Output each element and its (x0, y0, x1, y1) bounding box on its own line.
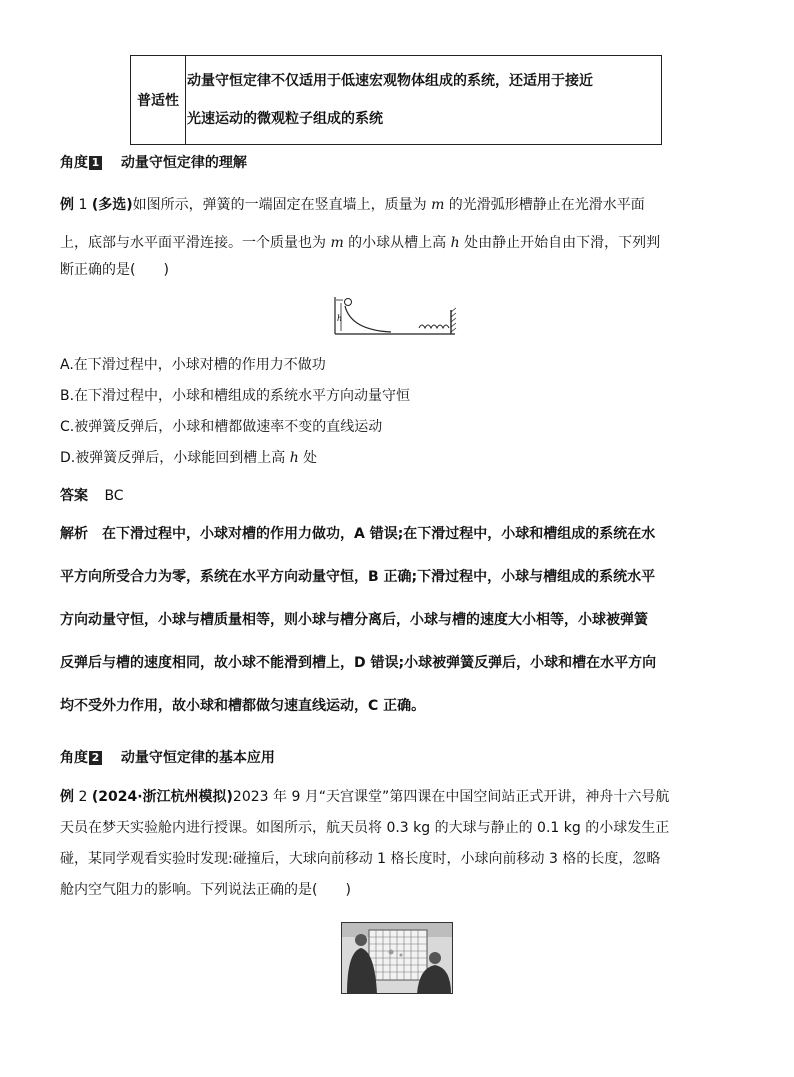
example-2-text-1: 2023 年 9 月“天宫课堂”第四课在中国空间站正式开讲，神舟十六号航 (232, 789, 670, 805)
figure-2-astronaut-photo (341, 922, 453, 994)
solution-text-1: 在下滑过程中，小球对槽的作用力做功，A 错误;在下滑过程中，小球和槽组成的系统在水 (102, 526, 656, 542)
example-2-source: (2024·浙江杭州模拟) (91, 789, 233, 805)
table-cell (187, 62, 655, 138)
ex1-text-e: 处由静止开始自由下滑，下列判 (459, 235, 661, 251)
option-d-var-h: h (289, 450, 299, 466)
angle-1-prefix: 角度 (60, 155, 88, 171)
example-2-line-4: 舱内空气阻力的影响。下列说法正确的是( ) (60, 882, 351, 898)
var-m: m (431, 197, 445, 213)
option-b: B.在下滑过程中，小球和槽组成的系统水平方向动量守恒 (60, 388, 411, 404)
example-1-label: 例 (60, 197, 74, 213)
example-2-line-2: 天员在梦天实验舱内进行授课。如图所示，航天员将 0.3 kg 的大球与静止的 0.1 kg 的小球发生正 (60, 820, 670, 836)
example-1-line-1 (60, 190, 740, 221)
astronaut-right-head (429, 952, 441, 964)
ex1-text-a: 如图所示，弹簧的一端固定在竖直墙上，质量为 (132, 197, 432, 213)
option-d-text-a: D.被弹簧反弹后，小球能回到槽上高 (60, 450, 290, 466)
ex1-text-c: 上，底部与水平面平滑连接。一个质量也为 (60, 235, 331, 251)
example-1-tag: (多选) (91, 197, 133, 213)
angle-2-prefix: 角度 (60, 750, 88, 766)
example-1 (60, 190, 740, 286)
var-m-2: m (330, 235, 344, 251)
figure-1-spring (419, 325, 449, 328)
angle-2-heading (60, 747, 275, 767)
property-table (130, 55, 662, 145)
ex1-text-b: 的光滑弧形槽静止在光滑水平面 (444, 197, 645, 213)
solution-line-1 (60, 513, 740, 556)
figure-1-wall-hatch (451, 308, 456, 332)
astronaut-left-head (355, 934, 367, 946)
figure-1-ball (345, 299, 352, 306)
option-d (60, 447, 317, 467)
solution (60, 513, 740, 728)
large-ball (389, 950, 394, 955)
angle-1-badge: 1 (89, 156, 102, 170)
answer-label: 答案 (60, 488, 88, 504)
solution-line-2: 平方向所受合力为零，系统在水平方向动量守恒，B 正确;下滑过程中，小球与槽组成的系统水平 (60, 569, 656, 585)
angle-1-title: 动量守恒定律的理解 (120, 155, 247, 171)
table-header: 普适性 (131, 56, 186, 144)
example-2 (60, 782, 740, 906)
angle-2-badge: 2 (89, 751, 102, 765)
example-2-label: 例 (60, 789, 74, 805)
option-d-text-b: 处 (298, 450, 318, 466)
solution-line-3: 方向动量守恒，小球与槽质量相等，则小球与槽分离后，小球与槽的速度大小相等，小球被弹簧 (60, 612, 648, 628)
answer-value: BC (104, 488, 124, 504)
solution-label: 解析 (60, 526, 88, 542)
figure-1-slope (345, 306, 391, 332)
angle-2-title: 动量守恒定律的基本应用 (120, 750, 275, 766)
example-1-num: 1 (78, 197, 88, 213)
var-h: h (450, 235, 460, 251)
option-c: C.被弹簧反弹后，小球和槽都做速率不变的直线运动 (60, 419, 383, 435)
small-ball (400, 954, 403, 957)
example-2-line-3: 碰，某同学观看实验时发现:碰撞后，大球向前移动 1 格长度时，小球向前移动 3 格的长度，忽略 (60, 851, 661, 867)
answer (60, 485, 124, 505)
example-2-num: 2 (78, 789, 88, 805)
angle-1-heading (60, 152, 247, 172)
solution-line-4: 反弹后与槽的速度相同，故小球不能滑到槽上，D 错误;小球被弹簧反弹后，小球和槽在水平方向 (60, 655, 657, 671)
example-1-line-3: 断正确的是( ) (60, 262, 169, 278)
figure-1-h-label: h (337, 314, 343, 323)
figure-1-slope-spring (333, 296, 461, 338)
option-a: A.在下滑过程中，小球对槽的作用力不做功 (60, 357, 326, 373)
example-2-line-1 (60, 782, 740, 813)
solution-line-5: 均不受外力作用，故小球和槽都做匀速直线运动，C 正确。 (60, 698, 426, 714)
table-line-2: 光速运动的微观粒子组成的系统 (187, 111, 383, 127)
table-line-1: 动量守恒定律不仅适用于低速宏观物体组成的系统，还适用于接近 (187, 73, 593, 89)
ex1-text-d: 的小球从槽上高 (343, 235, 451, 251)
